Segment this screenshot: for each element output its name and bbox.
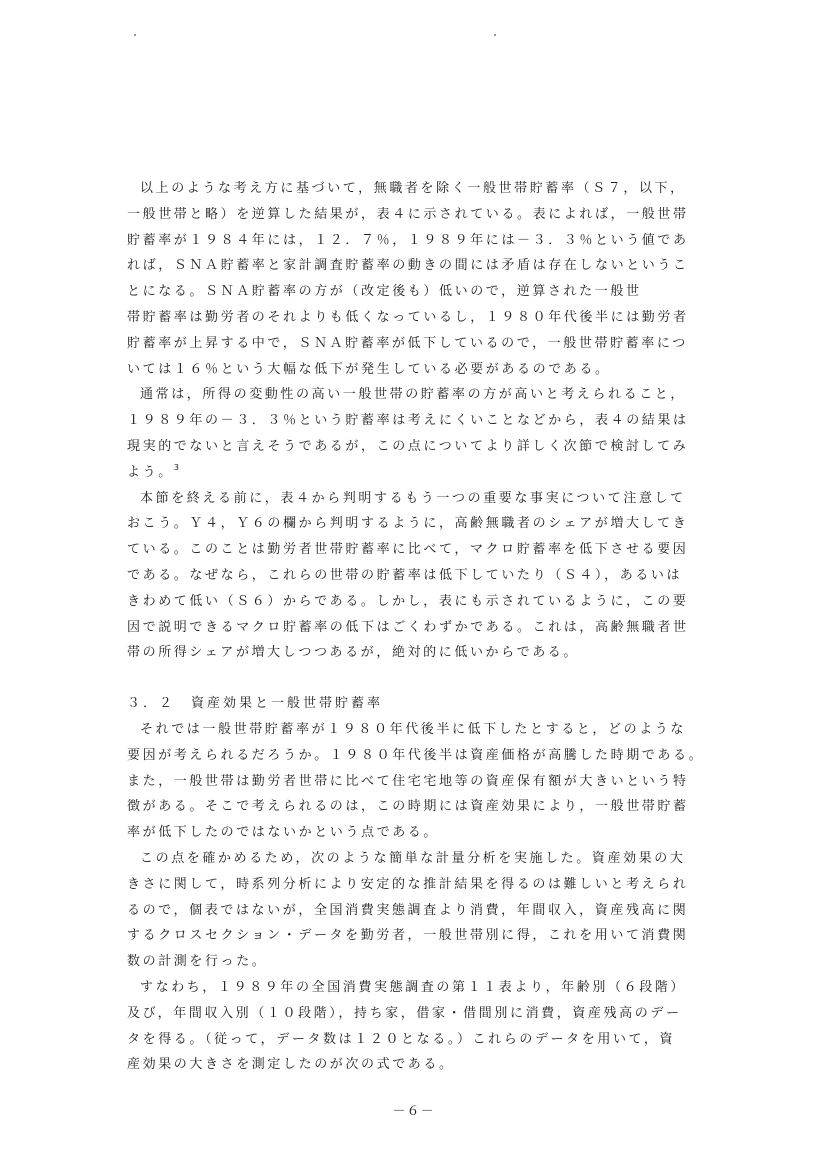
text-line: とになる。ＳＮＡ貯蓄率の方が（改定後も）低いので，逆算された一般世 [127, 284, 642, 300]
text-line: 産効果の大きさを測定したのが次の式である。 [127, 1057, 455, 1073]
scan-speck [494, 34, 496, 36]
text-line: 徴がある。そこで考えられるのは，この時期には資産効果により，一般世帯貯蓄 [127, 799, 689, 815]
paragraph [127, 382, 727, 485]
text-line: 貯蓄率が上昇する中で，ＳＮＡ貯蓄率が低下しているので，一般世帯貯蓄率につ [127, 335, 688, 351]
text-line: すなわち，１９８９年の全国消費実態調査の第１１表より，年齢別（６段階） [140, 979, 687, 995]
text-fragment: よう。 [127, 464, 174, 480]
section-heading: ３．２ 資産効果と一般世帯貯蓄率 [127, 696, 384, 712]
text-line: 数の計測を行った。 [127, 954, 268, 970]
paragraph [127, 176, 727, 382]
text-line: 本節を終える前に，表４から判明するもう一つの重要な事実について注意して [140, 490, 686, 506]
text-line: 帯貯蓄率は勤労者のそれよりも低くなっているし，１９８０年代後半には勤労者 [127, 309, 689, 325]
text-line: 一般世帯と略）を逆算した結果が，表４に示されている。表によれば，一般世帯 [127, 206, 689, 222]
text-line: おこう。Ｙ４，Ｙ６の欄から判明するように，高齢無職者のシェアが増大してき [127, 516, 689, 532]
section-gap [127, 666, 727, 691]
text-line: 貯蓄率が１９８４年には，１２．７％，１９８９年には－３．３％という値であ [127, 232, 689, 248]
text-line: きわめて低い（Ｓ６）からである。しかし，表にも示されているように，この要 [127, 593, 689, 609]
text-line: れば，ＳＮＡ貯蓄率と家計調査貯蓄率の動きの間には矛盾は存在しないというこ [127, 258, 689, 274]
page-number: －６－ [392, 1104, 435, 1119]
text-line: それでは一般世帯貯蓄率が１９８０年代後半に低下したとすると，どのような [140, 721, 687, 737]
text-line [127, 460, 727, 486]
text-line: 帯の所得シェアが増大しつつあるが，絶対的に低いからである。 [127, 645, 580, 661]
text-line: するクロスセクション・データを勤労者，一般世帯別に得，これを用いて消費関 [127, 928, 689, 944]
text-line: 因で説明できるマクロ貯蓄率の低下はごくわずかである。これは，高齢無職者世 [127, 619, 689, 635]
text-line: また，一般世帯は勤労者世帯に比べて住宅宅地等の資産保有額が大きいという特 [127, 773, 689, 789]
text-line: 以上のような考え方に基づいて，無職者を除く一般世帯貯蓄率（Ｓ７，以下， [140, 181, 686, 196]
text-line: 率が低下したのではないかという点である。 [127, 825, 440, 841]
paragraph [127, 846, 727, 975]
text-line: タを得る。（従って，データ数は１２０となる。）これらのデータを用いて，資 [127, 1031, 676, 1047]
scan-speck [134, 34, 136, 36]
document-body [127, 176, 727, 1078]
paragraph [127, 717, 727, 846]
text-line: である。なぜなら，これらの世帯の貯蓄率は低下していたり（Ｓ４），あるいは [127, 567, 683, 583]
paragraph [127, 486, 727, 667]
text-line: 要因が考えられるだろうか。１９８０年代後半は資産価格が高騰した時期である。 [127, 747, 705, 763]
text-line: 通常は，所得の変動性の高い一般世帯の貯蓄率の方が高いと考えられること， [140, 387, 687, 403]
text-line: １９８９年の－３．３％という貯蓄率は考えにくいことなどから，表４の結果は [127, 413, 689, 429]
text-line: ている。このことは勤労者世帯貯蓄率に比べて，マクロ貯蓄率を低下させる要因 [127, 542, 689, 558]
paragraph [127, 975, 727, 1078]
text-line: 現実的でないと言えそうであるが，この点についてより詳しく次節で検討してみ [127, 438, 689, 454]
footnote-marker: 3 [173, 462, 182, 472]
text-line: この点を確かめるため，次のような簡単な計量分析を実施した。資産効果の大 [140, 850, 686, 866]
text-line: きさに関して，時系列分析により安定的な推計結果を得るのは難しいと考えられ [127, 876, 689, 892]
text-line: 及び，年間収入別（１０段階），持ち家，借家・借間別に消費，資産残高のデー [127, 1005, 682, 1021]
text-line: いては１６％という大幅な低下が発生している必要があるのである。 [127, 361, 611, 377]
text-line: るので，個表ではないが，全国消費実態調査より消費，年間収入，資産残高に関 [127, 902, 689, 918]
